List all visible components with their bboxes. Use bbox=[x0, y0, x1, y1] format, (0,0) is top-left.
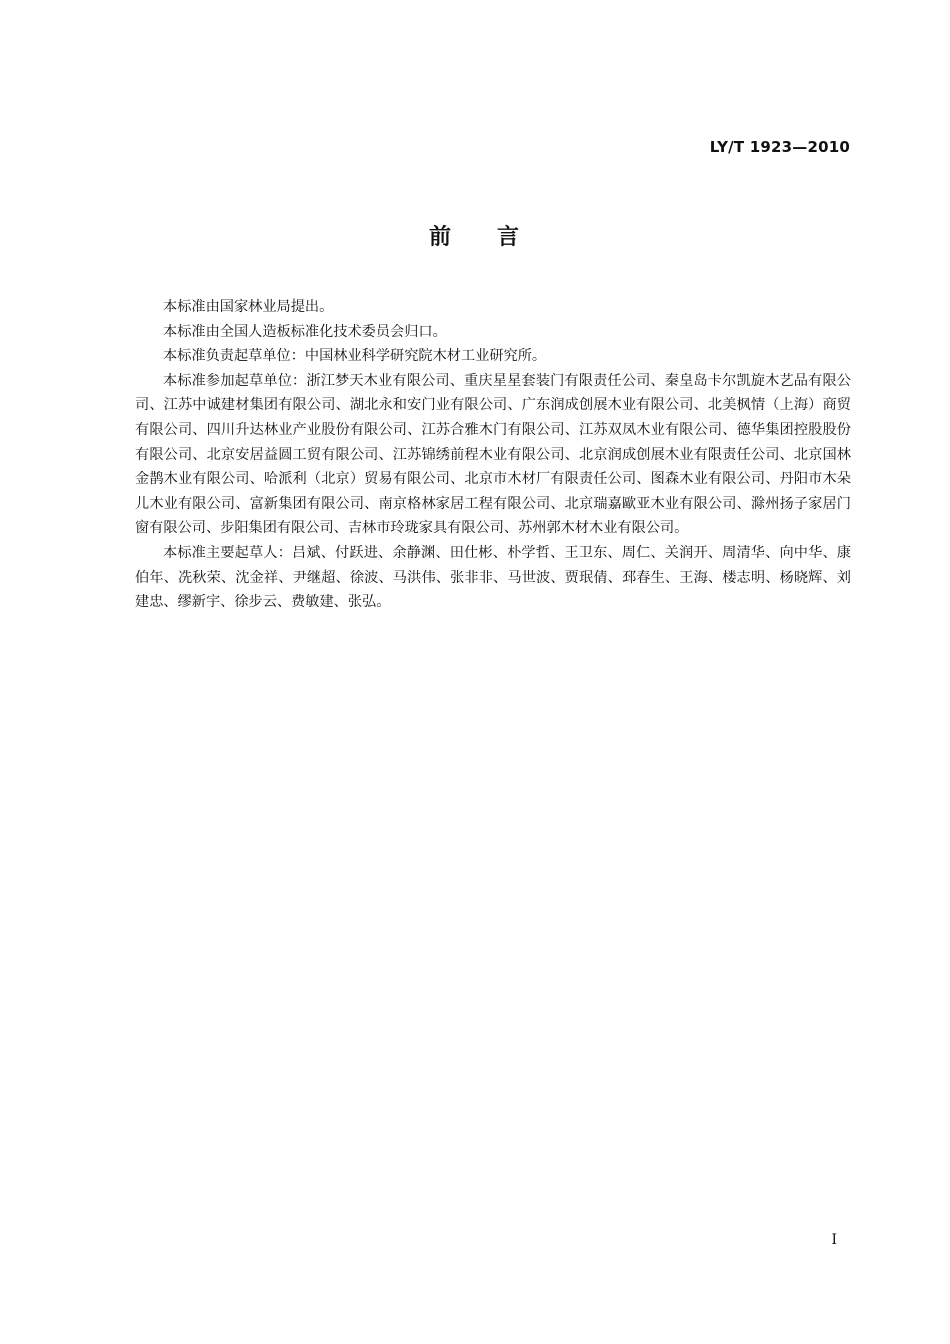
paragraph-main-drafters: 本标准主要起草人：吕斌、付跃进、余静渊、田仕彬、朴学哲、王卫东、周仁、关润开、周清华、向中华、康伯年、冼秋荣、沈金祥、尹继超、徐波、马洪伟、张非非、马世波、贾珉倩、邳春生、王海、楼志明、杨晓辉、刘建忠、缪新宇、徐步云、费敏建、张弘。 bbox=[135, 544, 851, 611]
paragraph-participating-units: 本标准参加起草单位：浙江梦天木业有限公司、重庆星星套装门有限责任公司、秦皇岛卡尔凯旋木艺品有限公司、江苏中诚建材集团有限公司、湖北永和安门业有限公司、广东润成创展木业有限公司、北美枫情（上海）商贸有限公司、四川升达林业产业股份有限公司、江苏合雅木门有限公司、江苏双凤木业有限公司、德华集团控股股份有限公司、北京安居益圆工贸有限公司、江苏锦绣前程木业有限公司、北京润成创展木业有限责任公司、北京国林金鹊木业有限公司、哈派利（北京）贸易有限公司、北京市木材厂有限责任公司、图森木业有限公司、丹阳市木朵儿木业有限公司、富新集团有限公司、南京格林家居工程有限公司、北京瑞嘉歐亚木业有限公司、滁州扬子家居门窗有限公司、步阳集团有限公司、吉林市玲珑家具有限公司、苏州郭木材木业有限公司。 bbox=[135, 372, 851, 537]
page-title bbox=[0, 220, 950, 251]
foreword-body bbox=[135, 295, 851, 615]
paragraph-proposer: 本标准由国家林业局提出。 bbox=[163, 299, 334, 315]
paragraph-committee: 本标准由全国人造板标准化技术委员会归口。 bbox=[163, 323, 447, 340]
page-number: I bbox=[831, 1232, 837, 1248]
title-char-2: 言 bbox=[497, 225, 522, 250]
paragraph-lead-drafter: 本标准负责起草单位：中国林业科学研究院木材工业研究所。 bbox=[163, 348, 547, 365]
standard-number: LY/T 1923—2010 bbox=[709, 138, 850, 156]
title-char-1: 前 bbox=[428, 225, 453, 250]
